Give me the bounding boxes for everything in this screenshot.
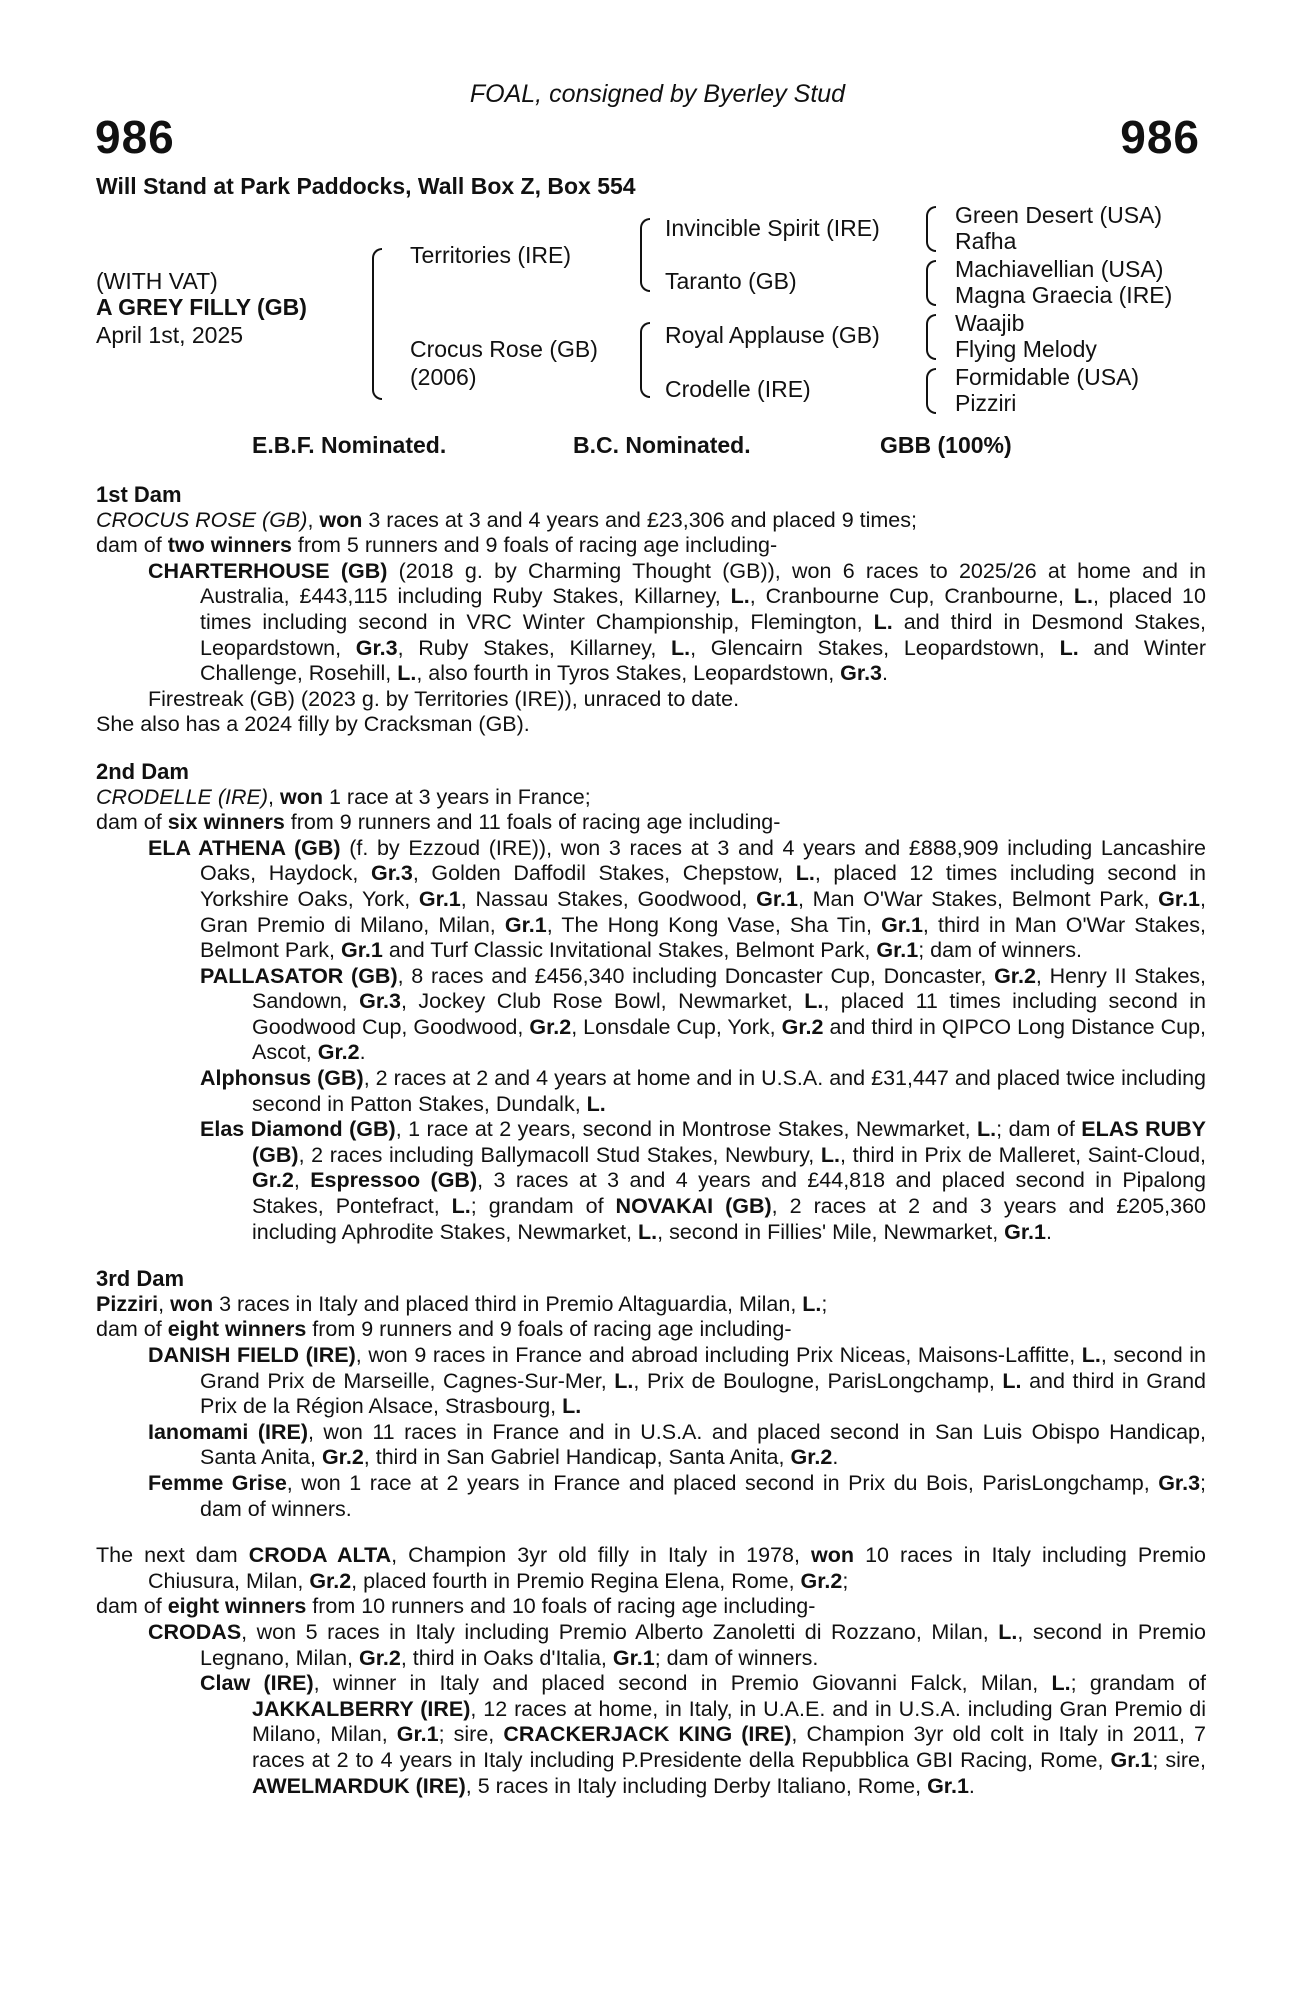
dam-dam-dam: Pizziri: [955, 390, 1017, 416]
progeny-pallasator: PALLASATOR (GB), 8 races and £456,340 including Doncaster Cup, Doncaster, Gr.2, Henry II Stakes, Sandown, Gr.3, Jockey Club Rose Bowl, Newmarket, L., placed 11 times including second in Goodwood Cup, Goodwood, Gr.2, Lonsdale Cup, York, Gr.2 and third in QIPCO Long Distance Cup, Ascot, Gr.2.: [200, 963, 1206, 1065]
progeny-ela-athena: ELA ATHENA (GB) (f. by Ezzoud (IRE)), won 3 races at 3 and 4 years and £888,909 including Lancashire Oaks, Haydock, Gr.3, Golden Daffodil Stakes, Chepstow, L., placed 12 times including second in Yorkshire Oaks, York, Gr.1, Nassau Stakes, Goodwood, Gr.1, Man O'War Stakes, Belmont Park, Gr.1, Gran Premio di Milano, Milan, Gr.1, The Hong Kong Vase, Sha Tin, Gr.1, third in Man O'War Stakes, Belmont Park, Gr.1 and Turf Classic Invitational Stakes, Belmont Park, Gr.1; dam of winners.: [148, 835, 1207, 963]
next-dam-line: The next dam CRODA ALTA, Champion 3yr old filly in Italy in 1978, won 10 races in Italy including Premio Chiusura, Milan, Gr.2, placed fourth in Premio Regina Elena, Rome, Gr.2;: [96, 1543, 1206, 1593]
third-dam-heading: 3rd Dam: [96, 1266, 185, 1292]
dam-sire-sire: Waajib: [955, 310, 1025, 336]
horse-name: A GREY FILLY (GB): [96, 294, 307, 320]
lot-number-left: 986: [95, 111, 175, 163]
progeny-claw: Claw (IRE), winner in Italy and placed second in Premio Giovanni Falck, Milan, L.; grandam of JAKKALBERRY (IRE), 12 races at home, in Italy, in U.A.E. and in U.S.A. including Gran Premio di Milano, Milan, Gr.1; sire, CRACKERJACK KING (IRE), Champion 3yr old colt in Italy in 2011, 7 races at 2 to 4 years in Italy including P.Presidente della Repubblica GBI Racing, Rome, Gr.1; sire, AWELMARDUK (IRE), 5 races in Italy including Derby Italiano, Rome, Gr.1.: [200, 1671, 1207, 1798]
progeny-2024-filly: She also has a 2024 filly by Cracksman (GB).: [96, 712, 530, 737]
dam-dam: Crodelle (IRE): [665, 376, 811, 402]
progeny-charterhouse: CHARTERHOUSE (GB) (2018 g. by Charming Thought (GB)), won 6 races to 2025/26 at home and in Australia, £443,115 including Ruby Stakes, Killarney, L., Cranbourne Cup, Cranbourne, L., placed 10 times including second in VRC Winter Championship, Flemington, L. and third in Desmond Stakes, Leopardstown, Gr.3, Ruby Stakes, Killarney, L., Glencairn Stakes, Leopardstown, L. and Winter Challenge, Rosehill, L., also fourth in Tyros Stakes, Leopardstown, Gr.3.: [148, 558, 1207, 686]
sire: Territories (IRE): [410, 242, 572, 268]
sire-dam: Taranto (GB): [665, 268, 797, 294]
bc-nomination: B.C. Nominated.: [573, 432, 751, 458]
dam-dam-sire: Formidable (USA): [955, 364, 1140, 390]
gp-brace-3: [926, 314, 936, 360]
progeny-elas-diamond: Elas Diamond (GB), 1 race at 2 years, second in Montrose Stakes, Newmarket, L.; dam of ELAS RUBY (GB), 2 races including Ballymacoll Stud Stakes, Newbury, L., third in Prix de Malleret, Saint-Cloud, Gr.2, Espressoo (GB), 3 races at 3 and 4 years and £44,818 and placed second in Pipalong Stakes, Pontefract, L.; grandam of NOVAKAI (GB), 2 races at 2 and 3 years and £205,360 including Aphrodite Stakes, Newmarket, L., second in Fillies' Mile, Newmarket, Gr.1.: [200, 1117, 1207, 1244]
progeny-crodas: CRODAS, won 5 races in Italy including Premio Alberto Zanoletti di Rozzano, Milan, L., second in Premio Legnano, Milan, Gr.2, third in Oaks d'Italia, Gr.1; dam of winners.: [148, 1619, 1206, 1670]
progeny-ianomami: Ianomami (IRE), won 11 races in France and in U.S.A. and placed second in San Luis Obispo Handicap, Santa Anita, Gr.2, third in San Gabriel Handicap, Santa Anita, Gr.2.: [148, 1419, 1206, 1470]
dam: Crocus Rose (GB): [410, 336, 598, 362]
sire-dam-dam: Magna Graecia (IRE): [955, 282, 1173, 308]
next-dam-section: [96, 1543, 1206, 1799]
vat-note: (WITH VAT): [96, 268, 218, 294]
second-dam-produce-line: dam of six winners from 9 runners and 11 foals of racing age including-: [96, 810, 781, 835]
ebf-nomination: E.B.F. Nominated.: [252, 432, 447, 458]
dam-brace: [640, 322, 650, 398]
third-dam-line: Pizziri, won 3 races in Italy and placed third in Premio Altaguardia, Milan, L.;: [96, 1291, 828, 1316]
next-dam-produce-line: dam of eight winners from 10 runners and 10 foals of racing age including-: [96, 1594, 816, 1619]
pedigree-brace: [372, 248, 382, 400]
first-dam-line: CROCUS ROSE (GB), won 3 races at 3 and 4 years and £23,306 and placed 9 times;: [96, 507, 917, 532]
second-dam-heading: 2nd Dam: [96, 758, 189, 784]
gp-brace-1: [926, 206, 936, 252]
catalogue-body: [96, 482, 1206, 1799]
sire-sire-sire: Green Desert (USA): [955, 202, 1163, 228]
dam-year: (2006): [410, 364, 477, 390]
dam-sire: Royal Applause (GB): [665, 322, 880, 348]
sire-brace: [640, 218, 650, 292]
first-dam-section: [96, 482, 1206, 738]
sire-sire: Invincible Spirit (IRE): [665, 215, 880, 241]
progeny-firestreak: Firestreak (GB) (2023 g. by Territories (IRE)), unraced to date.: [148, 686, 740, 711]
lot-number-right: 986: [1120, 111, 1200, 163]
gbb-note: GBB (100%): [880, 432, 1012, 458]
sire-sire-dam: Rafha: [955, 228, 1017, 254]
second-dam-line: CRODELLE (IRE), won 1 race at 3 years in France;: [96, 784, 591, 809]
third-dam-produce-line: dam of eight winners from 9 runners and 9 foals of racing age including-: [96, 1317, 792, 1342]
dam-sire-dam: Flying Melody: [955, 336, 1097, 362]
stand-location: Will Stand at Park Paddocks, Wall Box Z, Box 554: [96, 173, 636, 199]
gp-brace-4: [926, 368, 936, 414]
second-dam-section: [96, 759, 1206, 1245]
gp-brace-2: [926, 260, 936, 306]
sire-dam-sire: Machiavellian (USA): [955, 256, 1164, 282]
date-of-birth: April 1st, 2025: [96, 322, 244, 348]
first-dam-produce-line: dam of two winners from 5 runners and 9 foals of racing age including-: [96, 533, 778, 558]
progeny-femme-grise: Femme Grise, won 1 race at 2 years in France and placed second in Prix du Bois, ParisLongchamp, Gr.3; dam of winners.: [148, 1470, 1207, 1521]
first-dam-heading: 1st Dam: [96, 482, 182, 507]
third-dam-section: [96, 1266, 1206, 1522]
progeny-alphonsus: Alphonsus (GB), 2 races at 2 and 4 years at home and in U.S.A. and £31,447 and placed twice including second in Patton Stakes, Dundalk, L.: [200, 1066, 1207, 1116]
progeny-danish-field: DANISH FIELD (IRE), won 9 races in France and abroad including Prix Niceas, Maisons-Laffitte, L., second in Grand Prix de Marseille, Cagnes-Sur-Mer, L., Prix de Boulogne, ParisLongchamp, L. and third in Grand Prix de la Région Alsace, Strasbourg, L.: [148, 1343, 1206, 1419]
consignor-subtitle: FOAL, consigned by Byerley Stud: [469, 80, 846, 108]
